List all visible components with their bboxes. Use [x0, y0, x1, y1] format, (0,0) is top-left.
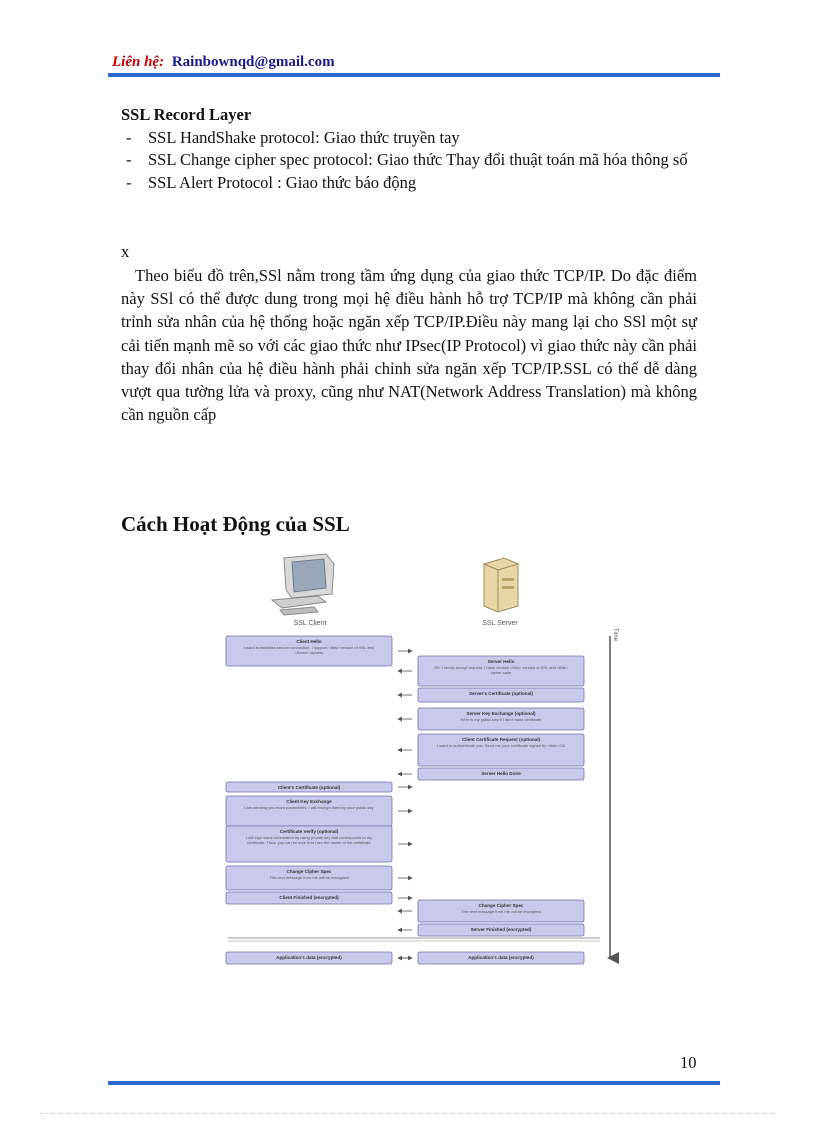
list-item: - SSL Alert Protocol : Giao thức báo động [121, 171, 701, 194]
time-label: Time [612, 628, 618, 642]
client-message-title: Client Finished (encrypted) [279, 895, 339, 900]
list-item: - SSL HandShake protocol: Giao thức truyền tay [121, 126, 701, 149]
message-arrows [398, 651, 412, 958]
client-message [226, 782, 392, 792]
contact-email[interactable]: Rainbownqd@gmail.com [171, 54, 335, 70]
list-item: - SSL Change cipher spec protocol: Giao thức Thay đổi thuật toán mã hóa thông số [121, 149, 701, 171]
section-heading: Cách Hoạt Động của SSL [121, 512, 350, 536]
server-message [418, 952, 584, 964]
client-message-body: I will sign some information by using private key that corresponds to my certificate. Thus, you can be sure that I am the owner of the certificate [245, 835, 373, 845]
page-number: 10 [680, 1053, 697, 1072]
footer-rule [108, 1081, 720, 1085]
server-message-body: The next message from me will be encrypted [461, 909, 541, 914]
contact-header [112, 54, 335, 71]
client-message-title: Application's data (encrypted) [276, 955, 342, 960]
server-message-body: I want to authenticate you. Send me your certificate signed by <this> CA [437, 743, 565, 748]
server-message-title: Change Cipher Spec [478, 903, 524, 908]
server-messages [418, 656, 584, 964]
contact-label: Liên hệ: [112, 54, 165, 70]
client-message [226, 636, 392, 666]
client-message-title: Change Cipher Spec [286, 869, 332, 874]
server-message [418, 656, 584, 686]
server-message-title: Server Hello [487, 659, 515, 664]
server-message-title: Server's Certificate (optional) [469, 691, 533, 696]
server-message-body: Here is my public key if I don't have certificate [460, 717, 542, 722]
server-message-title: Server Finished (encrypted) [470, 927, 532, 932]
client-message [226, 952, 392, 964]
section-title: SSL Record Layer [121, 105, 252, 124]
page-edge [40, 1113, 776, 1114]
server-message-title: Server Key Exchange (optional) [466, 711, 536, 716]
client-message-body: I want to establish secure connection. I support <this> version of SSL and <these> ciphers [243, 645, 375, 655]
client-message [226, 826, 392, 862]
server-message-title: Client Certificate Request (optional) [461, 737, 541, 742]
bullet-list [121, 126, 701, 194]
client-message-title: Client Hello [296, 639, 322, 644]
client-message-title: Client Key Exchange [286, 799, 332, 804]
client-messages [226, 636, 392, 964]
client-message-title: Certificate Verify (optional) [279, 829, 339, 834]
server-message [418, 768, 584, 780]
server-message [418, 900, 584, 922]
server-message [418, 688, 584, 702]
client-message [226, 892, 392, 904]
computer-icon [272, 554, 334, 615]
stray-char: x [121, 242, 130, 261]
client-label: SSL Client [293, 620, 327, 627]
client-message-body: I am sending you more parameters. I will encrypt them by your public key [244, 805, 374, 810]
server-icon [484, 558, 518, 612]
client-message-body: The next message from me will be encrypted [269, 875, 349, 880]
client-message-title: Client's Certificate (optional) [277, 785, 341, 790]
server-message [418, 734, 584, 766]
header-rule [108, 73, 720, 77]
server-message [418, 924, 584, 936]
server-message-title: Server Hello Done [481, 771, 521, 776]
body-paragraph: Theo biểu đồ trên,SSl nằm trong tầm ứng dụng của giao thức TCP/IP. Do đặc điểm này SSl có thể được dung trong mọi hệ điều hành hỗ trợ TCP/IP mà không cần phải trỉnh sửa nhân của hệ thống hoặc ngăn xếp TCP/IP.Điều này mang lại cho SSl một sự cải tiến mạnh mẽ so với các giao thức như IPsec(IP Protocol) vì giao thức này cần phải thay đổi nhân của hệ điều hành phải chỉnh sửa ngăn xếp TCP/IP.SSL có thể dễ dàng vượt qua tường lửa và proxy, cũng như NAT(Network Address Translation) mà không cần nguồn cấp [121, 266, 697, 425]
server-message [418, 708, 584, 730]
ssl-handshake-diagram [222, 550, 630, 974]
client-message [226, 796, 392, 826]
server-label: SSL Server [482, 620, 518, 627]
server-message-body: OK. I kindly accept request. I have chosen <this> version of SSL and <this> cipher suite [434, 665, 568, 675]
client-message [226, 866, 392, 890]
server-message-title: Application's data (encrypted) [468, 955, 534, 960]
